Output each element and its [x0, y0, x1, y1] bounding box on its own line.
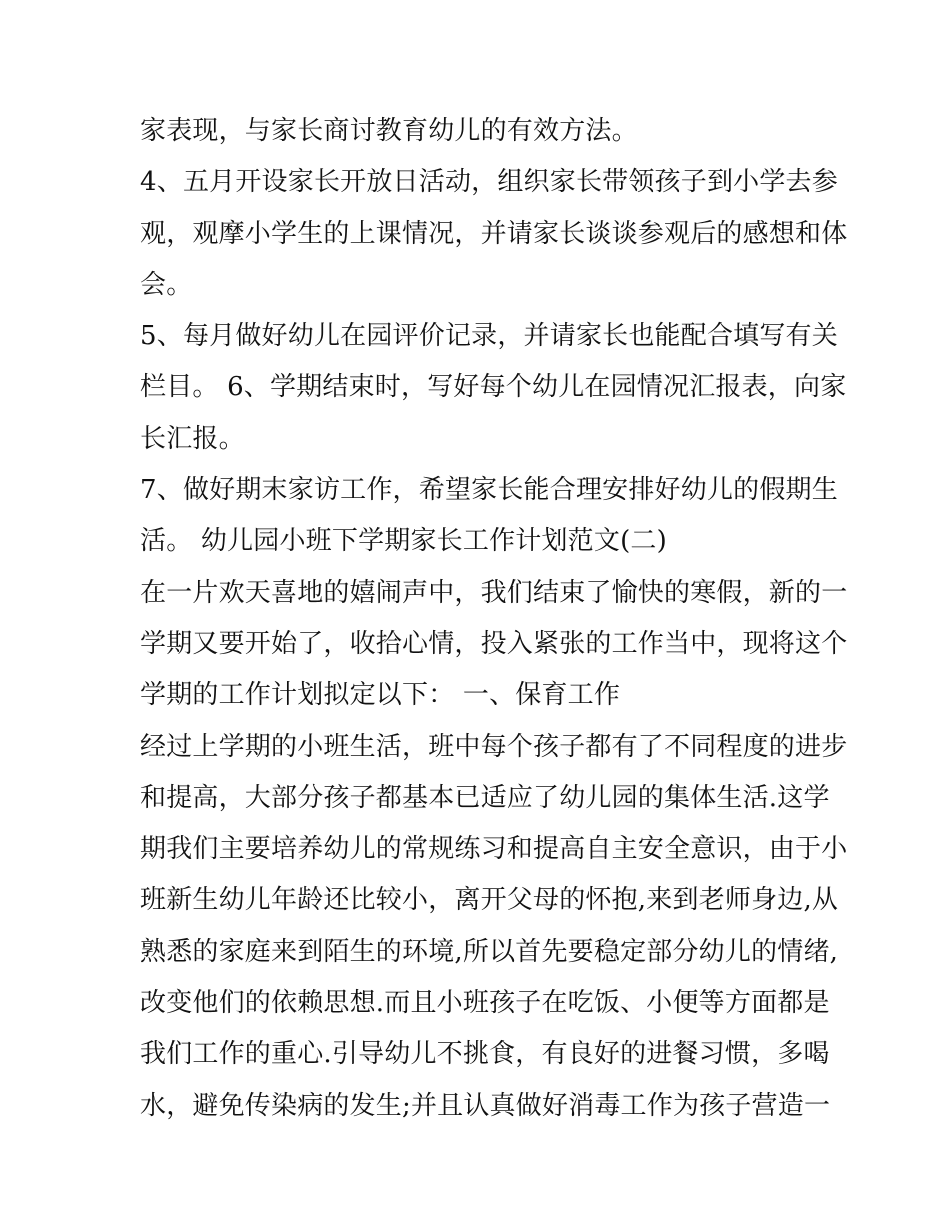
text-line: 观，观摩小学生的上课情况，并请家长谈谈参观后的感想和体 [140, 218, 848, 249]
text-line: 会。 [140, 269, 193, 300]
text-line: 我们工作的重心.引导幼儿不挑食，有良好的进餐习惯，多喝 [140, 1039, 830, 1070]
text-line: 熟悉的家庭来到陌生的环境,所以首先要稳定部分幼儿的情绪, [140, 936, 839, 967]
text-line: 经过上学期的小班生活，班中每个孩子都有了不同程度的进步 [140, 731, 848, 762]
text-line: 水，避免传染病的发生;并且认真做好消毒工作为孩子营造一 [140, 1090, 831, 1121]
text-line: 在一片欢天喜地的嬉闹声中，我们结束了愉快的寒假，新的一 [140, 577, 848, 608]
text-line: 活。 幼儿园小班下学期家长工作计划范文(二) [140, 526, 667, 557]
text-line: 长汇报。 [140, 423, 245, 454]
text-line: 改变他们的依赖思想.而且小班孩子在吃饭、小便等方面都是 [140, 988, 830, 1019]
document-body [140, 106, 848, 1132]
text-line: 学期的工作计划拟定以下： 一、保育工作 [140, 680, 621, 711]
text-line: 4、五月开设家长开放日活动，组织家长带领孩子到小学去参 [140, 167, 838, 198]
text-line: 7、做好期末家访工作，希望家长能合理安排好幼儿的假期生 [140, 475, 838, 506]
text-line: 和提高，大部分孩子都基本已适应了幼儿园的集体生活.这学 [140, 782, 830, 813]
text-line: 栏目。 6、学期结束时，写好每个幼儿在园情况汇报表，向家 [140, 372, 847, 403]
text-line: 学期又要开始了，收拾心情，投入紧张的工作当中，现将这个 [140, 628, 848, 659]
text-line: 5、每月做好幼儿在园评价记录，并请家长也能配合填写有关 [140, 321, 838, 352]
text-line: 家表现，与家长商讨教育幼儿的有效方法。 [140, 116, 638, 146]
text-line: 班新生幼儿年龄还比较小，离开父母的怀抱,来到老师身边,从 [140, 885, 839, 916]
text-line: 期我们主要培养幼儿的常规练习和提高自主安全意识，由于小 [140, 834, 848, 865]
